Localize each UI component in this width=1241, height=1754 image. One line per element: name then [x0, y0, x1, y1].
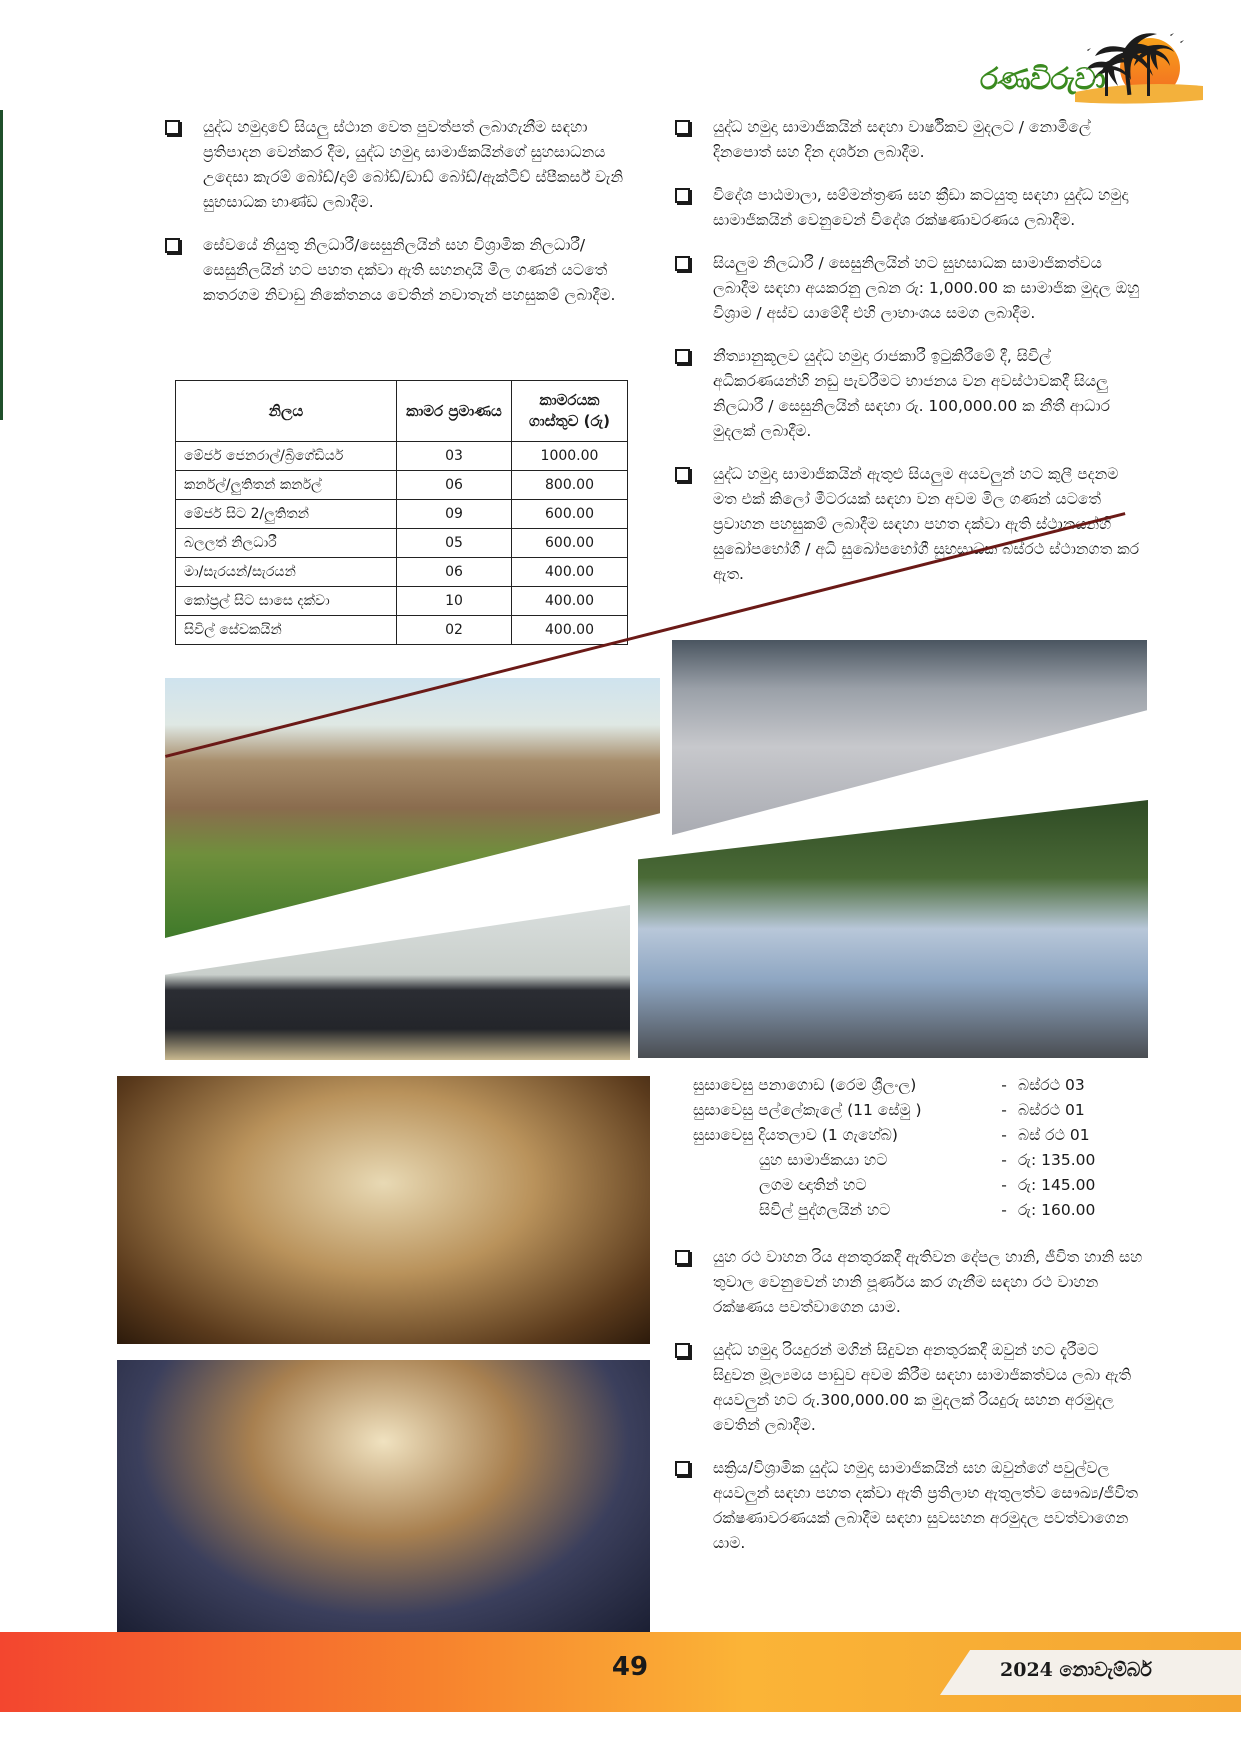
- cell-fee: 400.00: [512, 587, 628, 616]
- bullet-text: යුහ රථ වාහන රිය අනතුරකදී ඇතිවන දේපල හානි, ජීවිත හානි සහ තුවාල වෙනුවෙන් හානි පූර්ණය කර ගැනීම සඳහා රථ වාහන රක්ෂණය පවත්වාගෙන යාම.: [713, 1248, 1143, 1316]
- rate-row: [693, 1123, 1133, 1148]
- cell-fee: 400.00: [512, 558, 628, 587]
- minibus-fleet-photo: [638, 800, 1148, 1058]
- rate-value: රු: 135.00: [1018, 1151, 1096, 1169]
- bus-rates-list: [693, 1073, 1133, 1223]
- column-header-fee: කාමරයක ගාස්තුව (රු): [512, 381, 628, 442]
- cell-rooms: 02: [397, 616, 512, 645]
- cell-rooms: 03: [397, 442, 512, 471]
- column-header-rooms: කාමර ප්‍රමාණය: [397, 381, 512, 442]
- luxury-bus-photo: [165, 905, 630, 1060]
- list-item: [675, 183, 1145, 233]
- rate-row: [693, 1073, 1133, 1098]
- rate-separator: -: [1001, 1126, 1007, 1144]
- rate-name: සුසාවෙසු දියතලාව (1 ගැහේබ): [693, 1126, 898, 1144]
- bullet-text: යුද්ධ හමුදා සාමාජිකයින් ඇතුළු සියලුම අයවලුන් හට කුලී පදනම මත එක් කිලෝ මීටරයක් සඳහා වන අවම මිල ගණන් යටතේ ප්‍රවාහන පහසුකම් ලබාදීම සඳහා පහත දක්වා ඇති ස්ථානයන්හි සුඛෝපභෝගී / අධි සුඛෝපභෝගී සුභසාධක බස්රථ ස්ථානගත කර ඇත.: [713, 465, 1140, 583]
- rate-name: ලගම ඥාතින් හට: [759, 1176, 867, 1194]
- rate-value: බස්රථ 03: [1018, 1076, 1085, 1094]
- list-item: [675, 1245, 1145, 1320]
- rate-row: [693, 1173, 1133, 1198]
- rate-name: යුහ සාමාජිකයා හට: [759, 1151, 888, 1169]
- bullet-text: සක්‍රිය/විශ්‍රාමික යුද්ධ හමුදා සාමාජිකයින් සහ ඔවුන්ගේ පවුල්වල අයවලුන් සඳහා පහත දක්වා ඇති ප්‍රතිලාභ ඇතුලත්ව සෞඛ්‍ය/ජීවිත රක්ෂණාවරණයක් ලබාදීම සඳහා සුවසහන අරමුදල පවත්වාගෙන යාම.: [713, 1459, 1138, 1552]
- checkbox-bullet-icon: [675, 467, 690, 482]
- table-row: [176, 558, 628, 587]
- list-item: [675, 1456, 1145, 1556]
- checkbox-bullet-icon: [675, 256, 690, 271]
- cell-fee: 400.00: [512, 616, 628, 645]
- checkbox-bullet-icon: [675, 188, 690, 203]
- rate-name: සිවිල් පුද්ගලයින් හට: [759, 1201, 891, 1219]
- list-item: [165, 233, 645, 308]
- cell-fee: 600.00: [512, 500, 628, 529]
- list-item: [675, 251, 1145, 326]
- bus-bedroom-interior-photo: [117, 1076, 650, 1344]
- table-header-row: [176, 381, 628, 442]
- bullet-text: නීත්‍යානුකූලව යුද්ධ හමුදා රාජකාරී ඉටුකිරීමේ දී, සිවිල් අධිකරණයන්හි නඩු පැවරීමට භාජනය වන අවස්ථාවකදී සියලු නිලධාරී / සෙසුනිලයින් සඳහා රු. 100,000.00 ක නීතී ආධාර මුදලක් ලබාදීම.: [713, 347, 1110, 440]
- left-edge-rule: [0, 110, 3, 420]
- rate-row: [693, 1098, 1133, 1123]
- list-item: [165, 115, 645, 215]
- rate-separator: -: [1001, 1151, 1007, 1169]
- magazine-logo: [975, 20, 1205, 115]
- checkbox-bullet-icon: [675, 1461, 690, 1476]
- accommodation-rates-table: [175, 380, 628, 645]
- cell-rank: මේජර් ජෙනරාල්/බ්‍රිගේඩියර්: [176, 442, 397, 471]
- left-column: [165, 115, 645, 326]
- rate-name: සුසාවෙසු පල්ලේකැලේ (11 සේමු ): [693, 1101, 922, 1119]
- rate-value: රු: 145.00: [1018, 1176, 1096, 1194]
- cell-rank: මේජර් සිට 2/ලුතිතන්: [176, 500, 397, 529]
- cell-rooms: 10: [397, 587, 512, 616]
- cell-rooms: 05: [397, 529, 512, 558]
- table-row: [176, 500, 628, 529]
- rate-separator: -: [1001, 1101, 1007, 1119]
- table-row: [176, 587, 628, 616]
- rate-separator: -: [1001, 1076, 1007, 1094]
- checkbox-bullet-icon: [165, 120, 180, 135]
- cell-rank: කෝප්‍රල් සිට සාසෙ දක්වා: [176, 587, 397, 616]
- rate-separator: -: [1001, 1201, 1007, 1219]
- bullet-text: විදේශ පාඨමාලා, සම්මන්ත්‍රණ සහ ක්‍රීඩා කටයුතු සඳහා යුද්ධ හමුදා සාමාජිකයින් වෙනුවෙන් විදේශ රක්ෂණාවරණය ලබාදීම.: [713, 186, 1129, 229]
- rate-value: බස් රථ 01: [1018, 1126, 1090, 1144]
- rate-value: බස්රථ 01: [1018, 1101, 1085, 1119]
- checkbox-bullet-icon: [675, 1250, 690, 1265]
- bullet-text: සියලුම නිලධාරී / සෙසුනිලයින් හට සුභසාධක සාමාජිකත්වය ලබාදීම සඳහා අයකරනු ලබන රු: 1,000.00 ක සාමාජික මුදල ඔහු විශ්‍රාම / අස්ව යාමේදී එහි ලාභාංශය සමග ලබාදීම.: [713, 254, 1140, 322]
- bus-lounge-interior-photo: [117, 1360, 650, 1632]
- cell-rank: සිවිල් සේවකයින්: [176, 616, 397, 645]
- right-column: [675, 115, 1145, 605]
- rate-value: රු: 160.00: [1018, 1201, 1096, 1219]
- page-number: 49: [611, 1652, 649, 1682]
- bullet-text: සේවයේ නියුතු නිලධාරී/සෙසුනිලයින් සහ විශ්‍රාමික නිලධාරී/සෙසුනිලයින් හට පහත දක්වා ඇති සහනදායි මිල ගණන් යටතේ කතරගම නිවාඩු නිකේතනය වෙතින් නවාතැන් පහසුකම් ලබාදීම.: [203, 236, 616, 304]
- logo-text: රණවිරුවා: [980, 62, 1105, 97]
- list-item: [675, 115, 1145, 165]
- table-row: [176, 529, 628, 558]
- bullet-text: යුද්ධ හමුදා රියදුරන් මගින් සිදුවන අනතුරකදී ඔවුන් හට දැරීමට සිදුවන මූල්‍යමය පාඩුව අවම කිරීම සඳහා සාමාජිකත්වය ලබා ඇති අයවලුන් හට රු.300,000.00 ක මුදලක් රියදුරු සහන අරමුදල වෙතින් ලබාදීම.: [713, 1341, 1132, 1434]
- cell-rank: මා/සැරයන්/සැරයන්: [176, 558, 397, 587]
- cell-rooms: 06: [397, 471, 512, 500]
- issue-date: 2024 නොවැම්බර්: [1000, 1659, 1152, 1681]
- table-row: [176, 616, 628, 645]
- checkbox-bullet-icon: [675, 1343, 690, 1358]
- bullet-text: යුද්ධ හමුදා සාමාජිකයින් සඳහා වාර්ෂිකව මුදලට / නොමිලේ දිනපොත් සහ දින දර්ශන ලබාදීම.: [713, 118, 1091, 161]
- right-column-lower: [675, 1245, 1145, 1574]
- cell-fee: 600.00: [512, 529, 628, 558]
- checkbox-bullet-icon: [165, 238, 180, 253]
- checkbox-bullet-icon: [675, 349, 690, 364]
- cell-fee: 800.00: [512, 471, 628, 500]
- rate-name: සුසාවෙසු පනාගොඩ (රෙම ශ්‍රීලංල): [693, 1076, 917, 1094]
- cell-fee: 1000.00: [512, 442, 628, 471]
- cell-rooms: 09: [397, 500, 512, 529]
- bullet-text: යුද්ධ හමුදාවේ සියලු ස්ථාන වෙත පුවත්පත් ලබාගැනීම සඳහා ප්‍රතිපාදන වෙන්කර දීම, යුද්ධ හමුදා සාමාජිකයින්ගේ සුහසාධනය උදෙසා කැරම් බෝඩ්/දාම් බෝඩ්/ඩාඩ් බෝඩ්/ඇක්ටිව් ස්පීකර්ස් වැනි සුභසාධක භාණ්ඩ ලබාදීම.: [203, 118, 624, 211]
- checkbox-bullet-icon: [675, 120, 690, 135]
- table-row: [176, 471, 628, 500]
- cell-rooms: 06: [397, 558, 512, 587]
- cell-rank: බලලත් නිලධාරී: [176, 529, 397, 558]
- table-row: [176, 442, 628, 471]
- list-item: [675, 1338, 1145, 1438]
- rate-row: [693, 1148, 1133, 1173]
- rate-separator: -: [1001, 1176, 1007, 1194]
- bus-interior-seats-photo: [672, 640, 1147, 835]
- cell-rank: කර්නල්/ලුතිතන් කර්නල්: [176, 471, 397, 500]
- list-item: [675, 344, 1145, 444]
- rate-row: [693, 1198, 1133, 1223]
- column-header-rank: නිලය: [176, 381, 397, 442]
- resort-campus-photo: [165, 678, 660, 938]
